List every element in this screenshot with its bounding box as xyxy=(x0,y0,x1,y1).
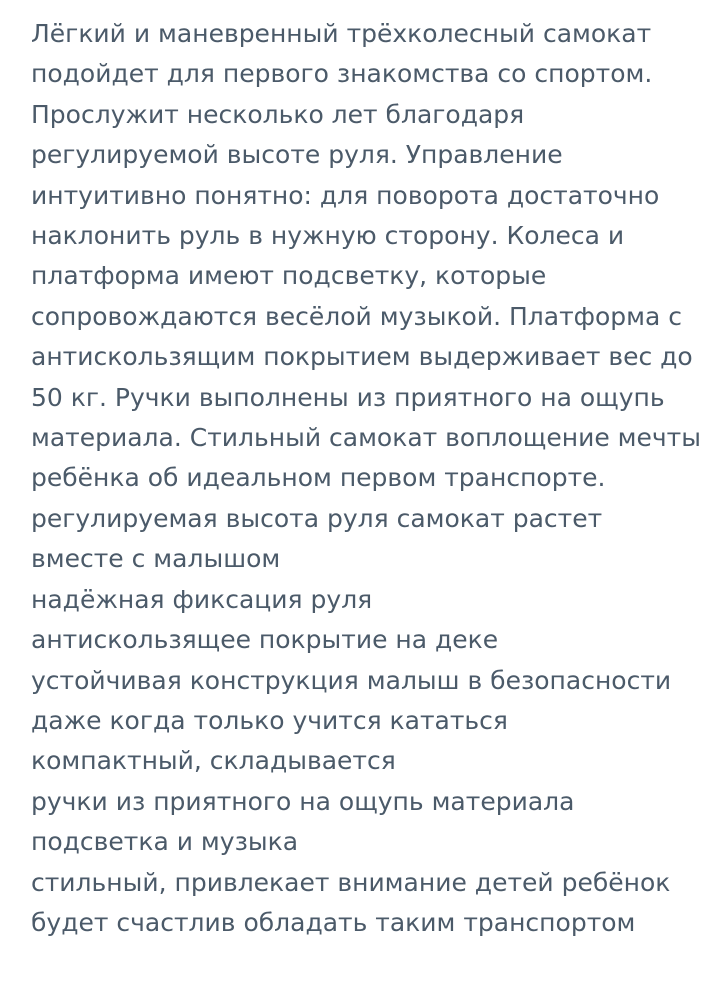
feature-item: надёжная фиксация руля xyxy=(31,584,373,614)
feature-item: компактный, складывается xyxy=(31,746,396,776)
feature-item: антискользящее покрытие на деке xyxy=(31,625,499,655)
feature-list xyxy=(31,499,701,943)
product-description xyxy=(31,14,701,943)
feature-item: ручки из приятного на ощупь материала xyxy=(31,786,575,816)
feature-item: подсветка и музыка xyxy=(31,827,299,857)
feature-item: регулируемая высота руля самокат растет вместе с малышом xyxy=(31,503,603,574)
description-paragraph: Лёгкий и маневренный трёхколесный самокат подойдет для первого знакомства со спортом. Прослужит несколько лет благодаря регулируемой высоте руля. Управление интуитивно понятно: для поворота достаточно наклонить руль в нужную сторону. Колеса и платформа имеют подсветку, которые сопровождаются весёлой музыкой. Платформа с антискользящим покрытием выдерживает вес до 50 кг. Ручки выполнены из приятного на ощупь материала. Стильный самокат воплощение мечты ребёнка об идеальном первом транспорте. xyxy=(31,19,701,493)
feature-item: стильный, привлекает внимание детей ребёнок будет счастлив обладать таким транспортом xyxy=(31,867,671,937)
feature-item: устойчивая конструкция малыш в безопасности даже когда только учится кататься xyxy=(31,665,672,735)
